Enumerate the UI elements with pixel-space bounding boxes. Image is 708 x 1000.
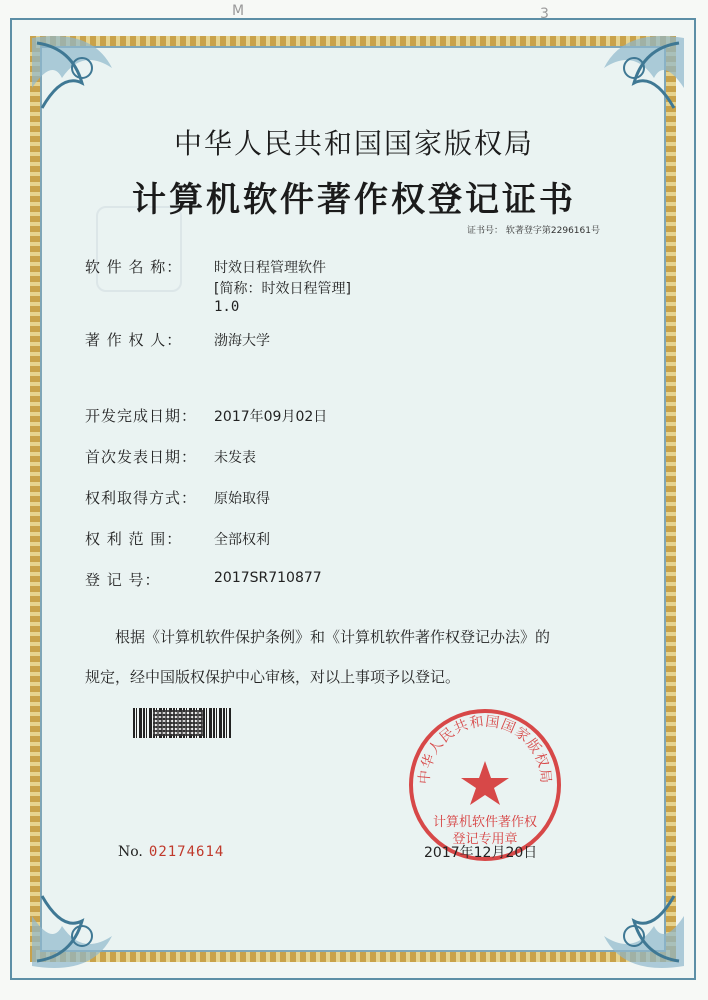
software-name-value: 时效日程管理软件 [214,260,326,276]
publish-date-label: 首次发表日期： [85,448,198,466]
short-name-value: [简称：时效日程管理] [214,281,351,297]
software-name-label: 软 件 名 称： [85,258,183,276]
seal-text-line-1: 计算机软件著作权 [432,815,537,830]
statement-line-2: 规定，经中国版权保护中心审核，对以上事项予以登记。 [85,668,461,686]
serial-number [118,844,224,860]
dev-date-label: 开发完成日期： [85,407,198,425]
corner-ornament-bottom-left [22,866,162,976]
handwritten-mark: 3 [540,6,549,22]
registration-number-value: 2017SR710877 [214,570,322,586]
publish-date-value: 未发表 [214,450,256,466]
certificate-number-label: 证书号： [467,226,504,236]
barcode [133,708,231,738]
certificate-number-value: 软著登字第2296161号 [505,226,600,236]
acquisition-label: 权利取得方式： [85,489,198,507]
serial-number-value: 02174614 [148,844,225,860]
seal-ring-text: 中华人民共和国国家版权局 [416,713,554,785]
acquisition-value: 原始取得 [214,491,270,507]
seal-text-line-2: 登记专用章 [452,832,518,847]
handwritten-mark: M [232,3,245,19]
owner-label: 著 作 权 人： [85,331,183,349]
version-value: 1.0 [214,299,240,315]
qr-code [153,710,203,736]
scope-label: 权 利 范 围： [85,530,183,548]
corner-ornament-bottom-right [554,866,694,976]
certificate-title: 计算机软件著作权登记证书 [132,180,576,220]
statement-line-1: 根据《计算机软件保护条例》和《计算机软件著作权登记办法》的 [115,628,551,646]
certificate-number [467,223,600,236]
scope-value: 全部权利 [214,532,270,548]
issue-date: 2017年12月20日 [424,845,538,861]
issuer-title: 中华人民共和国国家版权局 [173,127,534,160]
dev-date-value: 2017年09月02日 [214,409,328,425]
owner-value: 渤海大学 [214,333,270,349]
registration-number-label: 登 记 号： [85,571,161,589]
serial-number-label: No. [118,844,143,860]
